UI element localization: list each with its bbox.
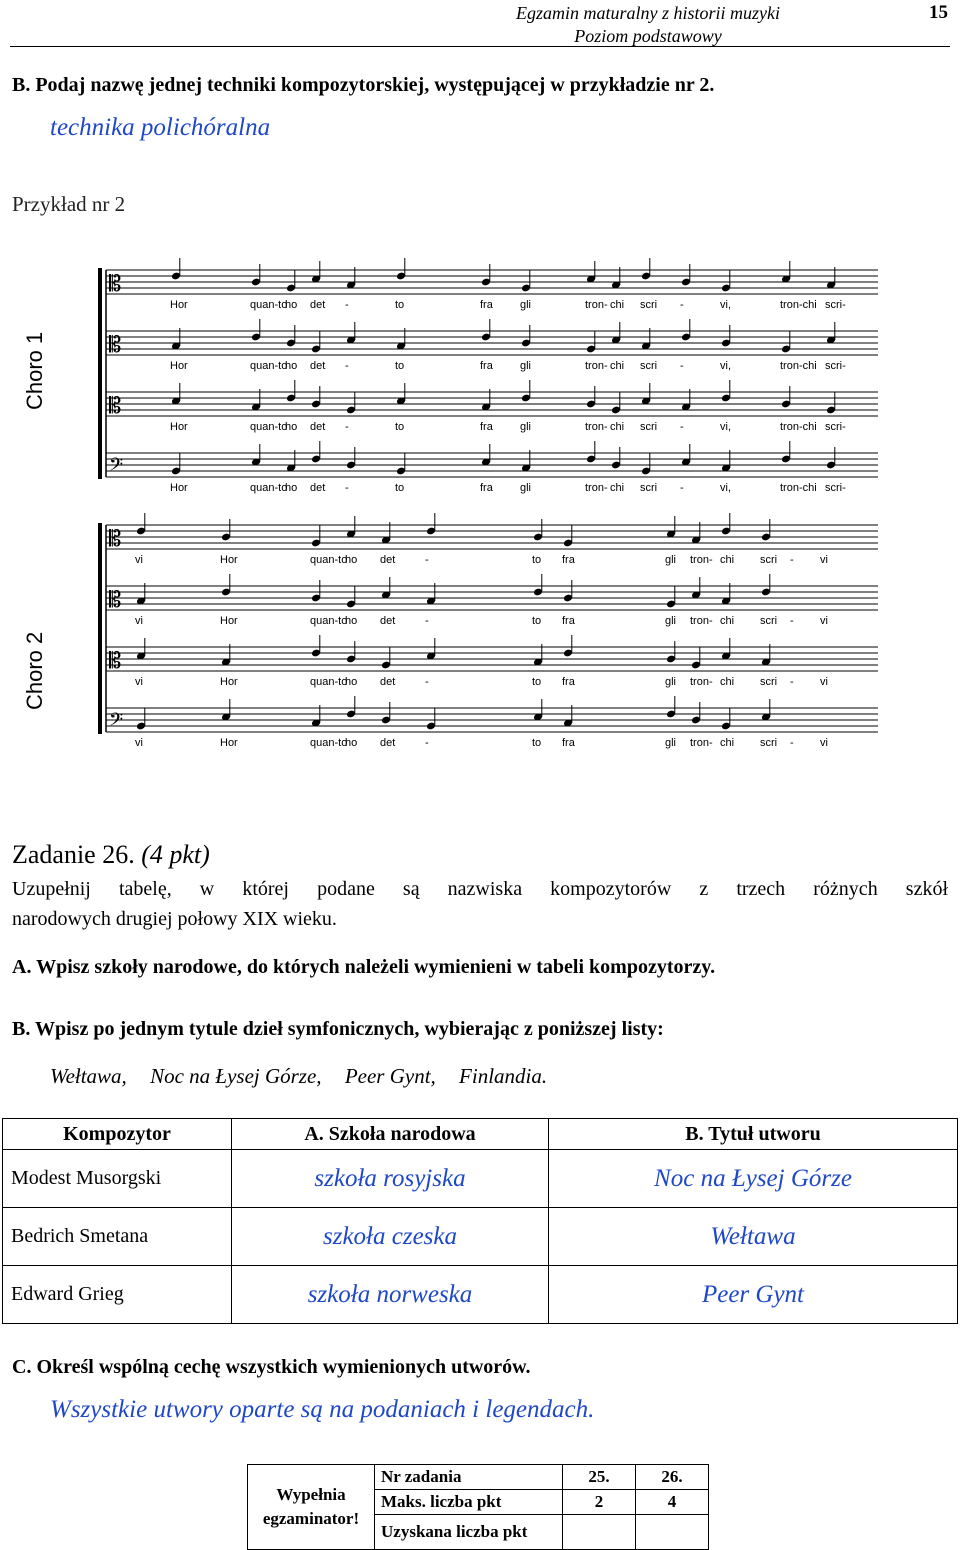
lyric-syllable: gli: [665, 737, 677, 749]
lyric-syllable: Hor: [220, 676, 238, 688]
lyric-syllable: -: [680, 482, 684, 494]
task-number: 26.: [636, 1465, 709, 1490]
lyric-syllable: ho: [285, 360, 298, 372]
clef: 𝄡: [109, 333, 122, 358]
lyric-syllable: vi: [135, 554, 143, 566]
clef: 𝄢: [109, 710, 124, 735]
lyric-syllable: fra: [562, 737, 575, 749]
lyric-syllable: gli: [665, 676, 677, 688]
lyric-syllable: Hor: [170, 482, 188, 494]
school-cell[interactable]: szkoła rosyjska: [232, 1150, 549, 1208]
lyric-syllable: chi: [720, 615, 735, 627]
lyric-syllable: -: [790, 615, 794, 627]
lyric-syllable: tron-: [585, 360, 608, 372]
lyric-syllable: gli: [520, 360, 532, 372]
lyric-syllable: to: [395, 360, 405, 372]
task26-heading: [12, 840, 210, 870]
lyric-syllable: -: [425, 737, 429, 749]
options-list: [50, 1064, 547, 1089]
score-example: [86, 255, 886, 760]
task25b-answer: technika polichóralna: [50, 114, 271, 141]
lyric-syllable: scri: [760, 676, 778, 688]
lyric-syllable: ho: [285, 421, 298, 433]
lyric-syllable: -: [680, 299, 684, 311]
lyric-syllable: -: [790, 554, 794, 566]
exam-level: Poziom podstawowy: [574, 26, 722, 46]
composer-cell: Edward Grieg: [3, 1266, 232, 1324]
lyric-syllable: ho: [345, 737, 358, 749]
lyric-syllable: tron-: [585, 482, 608, 494]
lyric-syllable: -: [345, 421, 349, 433]
lyric-syllable: scri: [760, 737, 778, 749]
lyric-syllable: fra: [480, 360, 493, 372]
lyric-syllable: quan-to: [310, 554, 348, 566]
system-brackets: [100, 268, 106, 734]
lyric-syllable: chi: [720, 554, 735, 566]
task-number: 25.: [563, 1465, 636, 1490]
lyric-syllable: scri-: [825, 482, 846, 494]
lyric-syllable: tron-chi: [780, 421, 817, 433]
lyric-syllable: tron-: [690, 737, 713, 749]
lyric-syllable: -: [425, 676, 429, 688]
obtained-points-input[interactable]: [636, 1515, 709, 1550]
lyric-syllable: chi: [720, 737, 735, 749]
lyric-syllable: scri: [640, 299, 658, 311]
lyric-syllable: vi: [820, 676, 828, 688]
clef: 𝄡: [109, 272, 122, 297]
lyric-syllable: ho: [345, 615, 358, 627]
lyric-syllable: -: [680, 421, 684, 433]
table-row: [3, 1208, 958, 1266]
lyric-syllable: -: [345, 299, 349, 311]
composers-table: [2, 1118, 958, 1324]
notes: [109, 258, 836, 735]
lyric-syllable: chi: [720, 676, 735, 688]
lyric-syllable: det: [380, 676, 396, 688]
lyric-syllable: fra: [480, 299, 493, 311]
max-points: 4: [636, 1490, 709, 1515]
title-cell[interactable]: Wełtawa: [549, 1208, 958, 1266]
lyric-syllable: vi,: [720, 482, 731, 494]
lyric-syllable: det: [310, 299, 326, 311]
option-2: Noc na Łysej Górze,: [150, 1064, 322, 1088]
lyric-syllable: to: [532, 676, 542, 688]
examiner-score-table: [247, 1464, 709, 1550]
task26-intro-line1: Uzupełnij tabelę, w której podane są nazwiska kompozytorów z trzech różnych szkół: [12, 878, 948, 900]
lyric-syllable: quan-to: [310, 615, 348, 627]
row-label-max: Maks. liczba pkt: [375, 1490, 563, 1515]
running-header: [348, 2, 948, 48]
lyric-syllable: -: [425, 554, 429, 566]
lyric-syllable: vi: [135, 615, 143, 627]
instruction-c: C. Określ wspólną cechę wszystkich wymienionych utworów.: [12, 1356, 531, 1378]
option-1: Wełtawa,: [50, 1064, 127, 1088]
lyric-syllable: to: [532, 615, 542, 627]
lyric-syllable: quan-to: [310, 737, 348, 749]
lyric-syllable: -: [790, 737, 794, 749]
lyric-syllable: gli: [520, 482, 532, 494]
lyric-syllable: fra: [562, 615, 575, 627]
lyric-syllable: -: [680, 360, 684, 372]
lyric-syllable: tron-chi: [780, 299, 817, 311]
lyric-syllable: to: [395, 299, 405, 311]
lyric-syllable: tron-: [690, 676, 713, 688]
lyric-syllable: quan-to: [250, 299, 288, 311]
lyric-syllable: vi,: [720, 299, 731, 311]
lyric-syllable: det: [310, 360, 326, 372]
lyric-syllable: Hor: [220, 737, 238, 749]
lyric-syllable: Hor: [170, 299, 188, 311]
task25b-question: B. Podaj nazwę jednej techniki kompozytorskiej, występującej w przykładzie nr 2.: [12, 74, 715, 96]
lyric-syllable: quan-to: [250, 482, 288, 494]
lyric-syllable: Hor: [170, 360, 188, 372]
lyric-syllable: det: [380, 737, 396, 749]
lyric-syllable: vi: [820, 554, 828, 566]
row-label-task: Nr zadania: [375, 1465, 563, 1490]
clef: 𝄡: [109, 394, 122, 419]
task26-intro: [12, 874, 948, 934]
lyric-syllable: vi: [820, 737, 828, 749]
lyric-syllable: -: [425, 615, 429, 627]
table-header-row: [3, 1119, 958, 1150]
lyric-syllable: scri: [640, 421, 658, 433]
lyric-syllable: tron-: [585, 299, 608, 311]
composer-cell: Bedrich Smetana: [3, 1208, 232, 1266]
lyric-syllable: ho: [285, 482, 298, 494]
lyric-syllable: -: [790, 676, 794, 688]
lyric-syllable: scri-: [825, 299, 846, 311]
task26-title: Zadanie 26.: [12, 840, 135, 869]
table-row: [3, 1266, 958, 1324]
choir2-label: Choro 2: [22, 631, 47, 710]
lyrics: [135, 299, 846, 749]
lyric-syllable: gli: [520, 299, 532, 311]
lyric-syllable: vi,: [720, 421, 731, 433]
choir1-label: Choro 1: [22, 331, 47, 410]
lyric-syllable: tron-chi: [780, 360, 817, 372]
lyric-syllable: scri: [640, 360, 658, 372]
lyric-syllable: quan-to: [250, 360, 288, 372]
lyric-syllable: ho: [285, 299, 298, 311]
lyric-syllable: det: [310, 421, 326, 433]
lyric-syllable: vi: [135, 737, 143, 749]
composer-cell: Modest Musorgski: [3, 1150, 232, 1208]
obtained-points-input[interactable]: [563, 1515, 636, 1550]
lyric-syllable: to: [395, 421, 405, 433]
clef: 𝄡: [109, 649, 122, 674]
lyric-syllable: scri: [640, 482, 658, 494]
lyric-syllable: Hor: [170, 421, 188, 433]
lyric-syllable: vi,: [720, 360, 731, 372]
lyric-syllable: tron-: [690, 615, 713, 627]
title-cell[interactable]: Peer Gynt: [549, 1266, 958, 1324]
lyric-syllable: scri: [760, 554, 778, 566]
lyric-syllable: fra: [480, 421, 493, 433]
lyric-syllable: tron-chi: [780, 482, 817, 494]
lyric-syllable: to: [532, 737, 542, 749]
clef: 𝄡: [109, 527, 122, 552]
lyric-syllable: tron-: [690, 554, 713, 566]
clef: 𝄡: [109, 588, 122, 613]
title-cell[interactable]: Noc na Łysej Górze: [549, 1150, 958, 1208]
option-4: Finlandia.: [459, 1064, 548, 1088]
lyric-syllable: fra: [562, 676, 575, 688]
lyric-syllable: scri-: [825, 360, 846, 372]
instruction-b: B. Wpisz po jednym tytule dzieł symfonicznych, wybierając z poniższej listy:: [12, 1018, 664, 1040]
table-row: [3, 1150, 958, 1208]
lyric-syllable: scri-: [825, 421, 846, 433]
lyric-syllable: gli: [665, 554, 677, 566]
header-composer: Kompozytor: [3, 1119, 232, 1150]
clef: 𝄢: [109, 455, 124, 480]
lyric-syllable: -: [345, 360, 349, 372]
lyric-syllable: chi: [610, 360, 625, 372]
page-number: 15: [929, 2, 948, 23]
school-cell[interactable]: szkoła czeska: [232, 1208, 549, 1266]
answer-c: Wszystkie utwory oparte są na podaniach i legendach.: [50, 1396, 595, 1423]
lyric-syllable: det: [380, 554, 396, 566]
lyric-syllable: to: [395, 482, 405, 494]
lyric-syllable: fra: [480, 482, 493, 494]
lyric-syllable: Hor: [220, 615, 238, 627]
lyric-syllable: det: [380, 615, 396, 627]
lyric-syllable: fra: [562, 554, 575, 566]
lyric-syllable: chi: [610, 299, 625, 311]
lyric-syllable: quan-to: [310, 676, 348, 688]
instruction-a: A. Wpisz szkoły narodowe, do których należeli wymienieni w tabeli kompozytorzy.: [12, 956, 716, 978]
exam-title: Egzamin maturalny z historii muzyki: [516, 3, 780, 23]
row-label-obtained: Uzyskana liczba pkt: [375, 1515, 563, 1550]
lyric-syllable: vi: [135, 676, 143, 688]
example-label: Przykład nr 2: [12, 192, 126, 216]
lyric-syllable: ho: [345, 554, 358, 566]
school-cell[interactable]: szkoła norweska: [232, 1266, 549, 1324]
header-school: A. Szkoła narodowa: [232, 1119, 549, 1150]
lyric-syllable: tron-: [585, 421, 608, 433]
max-points: 2: [563, 1490, 636, 1515]
lyric-syllable: vi: [820, 615, 828, 627]
option-3: Peer Gynt,: [344, 1064, 436, 1088]
lyric-syllable: Hor: [220, 554, 238, 566]
lyric-syllable: gli: [520, 421, 532, 433]
lyric-syllable: quan-to: [250, 421, 288, 433]
task26-intro-line2: narodowych drugiej połowy XIX wieku.: [12, 908, 337, 930]
lyric-syllable: -: [345, 482, 349, 494]
lyric-syllable: chi: [610, 421, 625, 433]
lyric-syllable: chi: [610, 482, 625, 494]
task26-points: (4 pkt): [141, 840, 210, 869]
lyric-syllable: to: [532, 554, 542, 566]
lyric-syllable: gli: [665, 615, 677, 627]
examiner-note: Wypełnia egzaminator!: [248, 1465, 375, 1550]
header-title: B. Tytuł utworu: [549, 1119, 958, 1150]
header-rule: [10, 46, 950, 47]
lyric-syllable: scri: [760, 615, 778, 627]
lyric-syllable: ho: [345, 676, 358, 688]
lyric-syllable: det: [310, 482, 326, 494]
